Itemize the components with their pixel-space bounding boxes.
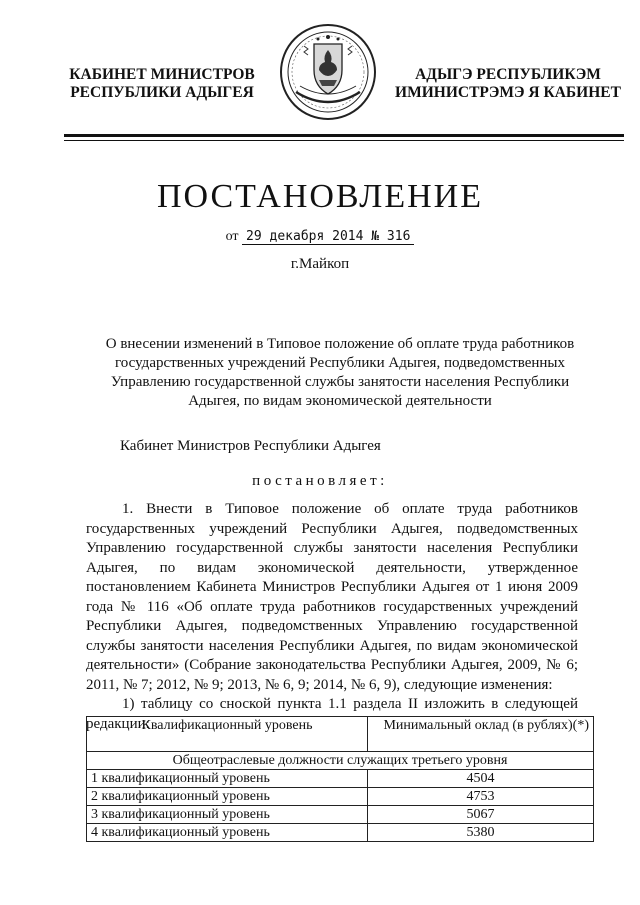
paragraph-1: 1. Внести в Типовое положение об оплате труда работников государственных учреждений Республики Адыгея, подведомственных Управлению государственной службы занятости населения Республики Адыгея, по видам экономической деятельности, утвержденное постановлением Кабинета Министров Республики Адыгея от 1 июня 2009 года № 116 «Об оплате труда работников государственных учреждений Республики Адыгея, подведомственных Управлению государственной службы занятости населения Республики Адыгея, по видам экономической деятельности» (Собрание законодательства Республики Адыгея, 2009, № 6; 2011, № 7; 2012, № 9; 2013, № 6, 9; 2014, № 6, 9), следующие изменения: [86,501,578,693]
coat-of-arms-icon [278,22,378,122]
table-row [87,824,594,842]
issuer-adyghe-line2: ИМИНИСТРЭМЭ Я КАБИНЕТ [395,84,621,101]
level-cell: 3 квалификационный уровень [87,806,368,824]
city: г.Майкоп [290,256,350,272]
table-header-row [87,717,594,752]
salary-cell: 5067 [368,806,594,824]
group-label: Общеотраслевые должности служащих третьего уровня [87,752,594,770]
issuer-adyghe [392,66,624,102]
salary-cell: 4753 [368,788,594,806]
table-row [87,806,594,824]
decree-number: 316 [386,229,411,244]
header-rule-thin [64,140,624,141]
issuer-russian-line2: РЕСПУБЛИКИ АДЫГЕЯ [70,84,254,101]
decree-verb: постановляет: [252,473,388,489]
number-sign: № [371,229,380,244]
column-header-level: Квалификационный уровень [87,717,368,752]
issuing-body: Кабинет Министров Республики Адыгея [120,438,381,454]
salary-table [86,716,594,842]
level-cell: 2 квалификационный уровень [87,788,368,806]
subject-line: Управлению государственной службы занятости населения Республики [110,374,570,390]
decree-subject [80,335,600,411]
header-rule-thick [64,134,624,137]
issuer-russian-line1: КАБИНЕТ МИНИСТРОВ [69,66,255,83]
column-header-salary: Минимальный оклад (в рублях)(*) [368,717,594,752]
decree-body [86,500,578,734]
document-title: ПОСТАНОВЛЕНИЕ [156,178,484,215]
issuer-adyghe-line1: АДЫГЭ РЕСПУБЛИКЭМ [415,66,601,83]
salary-cell: 5380 [368,824,594,842]
subject-line: О внесении изменений в Типовое положение об оплате труда работников [105,336,575,352]
paragraph-2: 1) таблицу со сноской пункта 1.1 раздела II изложить в следующей редакции: [86,696,578,732]
level-cell: 1 квалификационный уровень [87,770,368,788]
level-cell: 4 квалификационный уровень [87,824,368,842]
subject-line: государственных учреждений Республики Адыгея, подведомственных [115,355,565,371]
issuer-russian [62,66,262,102]
table-group-row [87,752,594,770]
date-prefix: от [225,229,239,244]
decree-date: 29 декабря 2014 № 316 [242,229,414,245]
date-number-line [0,229,640,245]
table-row [87,788,594,806]
salary-cell: 4504 [368,770,594,788]
table-row [87,770,594,788]
subject-line: Адыгея, по видам экономической деятельности [188,393,492,409]
